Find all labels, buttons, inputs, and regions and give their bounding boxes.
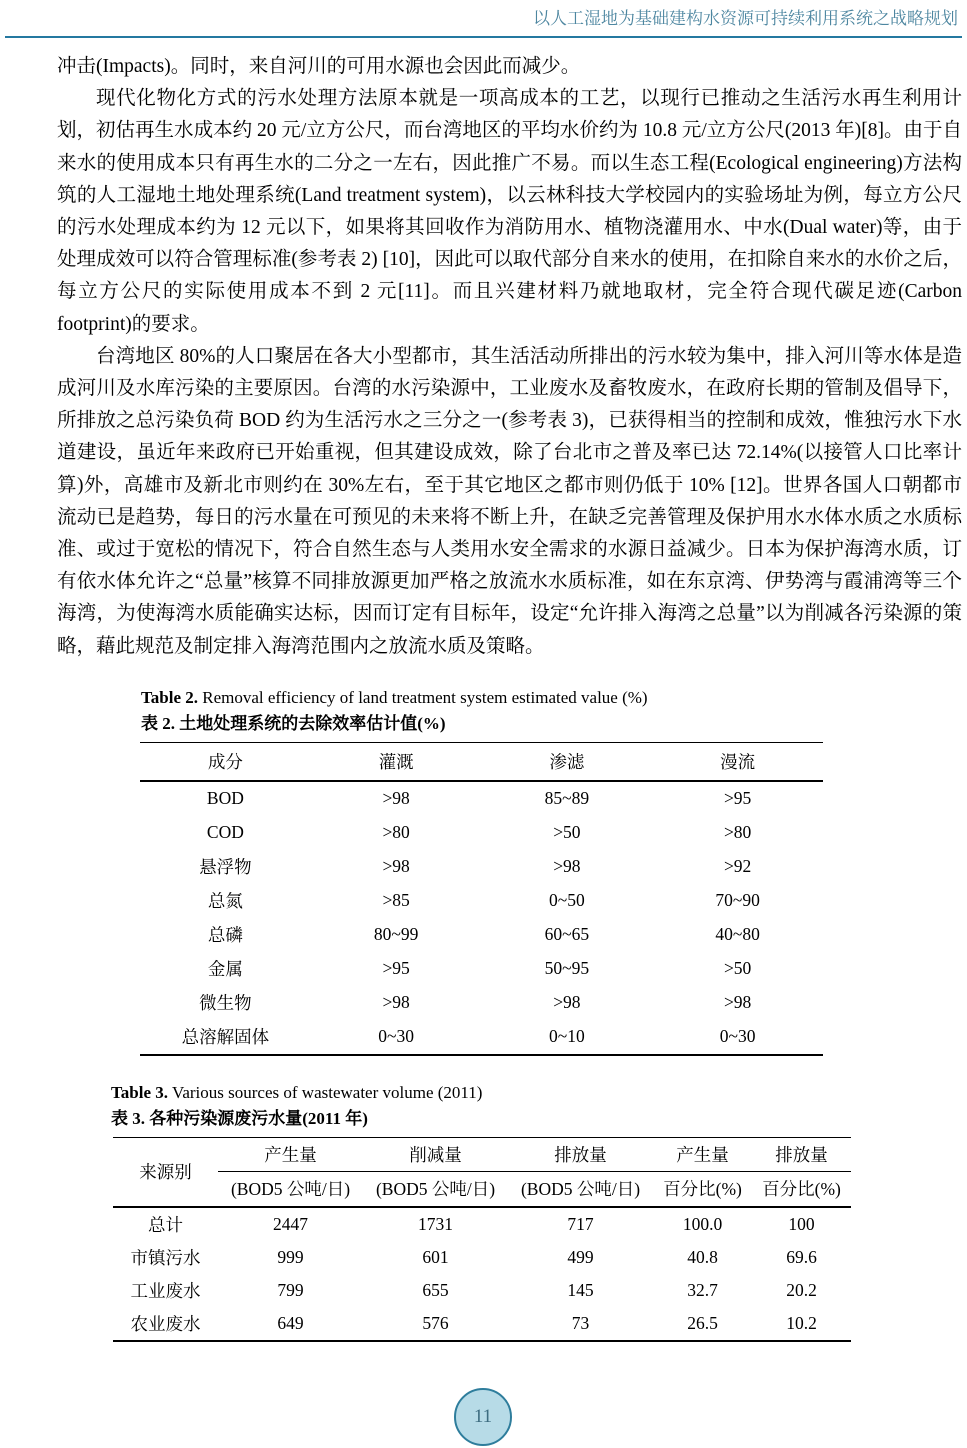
column-header: 渗滤: [482, 742, 653, 781]
table-row: [140, 918, 823, 952]
table-cell: 10.2: [786, 1312, 817, 1333]
table-cell: BOD: [206, 788, 244, 809]
table-cell: 799: [277, 1279, 304, 1300]
table-cell: 50~95: [544, 958, 590, 979]
paragraph: 台湾地区 80%的人口聚居在各大小型都市，其生活活动所排出的污水较为集中，排入河川等水体是造成河川及水库污染的主要原因。台湾的水污染源中，工业废水及畜牧废水，在政府长期的管制及倡导下，所排放之总污染负荷 BOD 约为生活污水之三分之一(参考表 3)，已获得相当的控制和成效，惟独污水下水道建设，虽近年来政府已开始重视，但其建设成效，除了台北市之普及率已达 72.14%(以接管人口比率计算)外，高雄市及新北市则约在 30%左右，至于其它地区之都市则仍低于 10% [12]。世界各国人口朝都市流动已是趋势，每日的污水量在可预见的未来将不断上升，在缺乏完善管理及保护用水水体水质之水质标准、或过于宽松的情况下，符合自然生态与人类用水安全需求的水源日益减少。日本为保护海湾水质，订有依水体允许之“总量”核算不同排放源更加严格之放流水水质标准，如在东京湾、伊势湾与霞浦湾等三个海湾，为使海湾水质能确实达标，因而订定有目标年，设定“允许排入海湾之总量”以为削减各污染源的策略，藉此规范及制定排入海湾范围内之放流水质及策略。: [57, 345, 962, 657]
table-cell: 金属: [207, 959, 243, 980]
table-cell: 717: [567, 1213, 594, 1234]
table-cell: 85~89: [544, 788, 590, 809]
column-subheader: (BOD5 公吨/日): [375, 1179, 496, 1200]
body-text: [57, 51, 962, 663]
table-row: [113, 1137, 851, 1171]
table-cell: 32.7: [687, 1279, 718, 1300]
table-cell: 73: [571, 1312, 590, 1333]
table-cell: 601: [422, 1246, 449, 1267]
table-cell: 576: [422, 1312, 449, 1333]
table-row: [113, 1171, 851, 1207]
paragraph: 现代化物化方式的污水处理方法原本就是一项高成本的工艺，以现行已推动之生活污水再生利用计划，初估再生水成本约 20 元/立方公尺，而台湾地区的平均水价约为 10.8 元/立方公尺(2013 年)[8]。由于自来水的使用成本只有再生水的二分之一左右，因此推广不易。而以生态工程(Ecological engineering)方法构筑的人工湿地土地处理系统(Land treatment system)，以云林科技大学校园内的实验场址为例，每立方公尺的污水处理成本约为 12 元以下，如果将其回收作为消防用水、植物浇灌用水、中水(Dual water)等，由于处理成效可以符合管理标准(参考表 2) [10]，因此可以取代部分自来水的使用，在扣除自来水的水价之后，每立方公尺的实际使用成本不到 2 元[11]。而且兴建材料乃就地取材，完全符合现代碳足迹(Carbon footprint)的要求。: [57, 88, 962, 335]
table-cell: >98: [553, 856, 581, 877]
table-row: [113, 1207, 851, 1241]
table-cell: 悬浮物: [199, 857, 252, 878]
table-cell: 655: [422, 1279, 449, 1300]
table-row: [113, 1274, 851, 1307]
table-cell: 总溶解固体: [181, 1027, 270, 1048]
table2-header: [140, 742, 823, 781]
column-header: 排放量: [752, 1137, 851, 1171]
table-cell: 市镇污水: [130, 1247, 201, 1268]
column-subheader: 百分比(%): [663, 1179, 742, 1200]
table-cell: 60~65: [544, 924, 590, 945]
table3-header: [113, 1137, 851, 1207]
table-row: [113, 1307, 851, 1341]
table-cell: 100: [788, 1213, 815, 1234]
table-cell: 40~80: [715, 924, 760, 945]
table-cell: 999: [277, 1246, 304, 1267]
column-header: 来源别: [139, 1162, 192, 1183]
table3-wastewater-sources: [113, 1137, 851, 1342]
table-cell: 499: [567, 1246, 594, 1267]
table-cell: 1731: [418, 1213, 453, 1234]
table-cell: 0~50: [549, 890, 585, 911]
table-cell: 649: [277, 1312, 304, 1333]
table-cell: 20.2: [786, 1279, 817, 1300]
table-cell: >92: [723, 856, 752, 877]
table-cell: >98: [723, 992, 752, 1013]
column-header: 灌溉: [311, 742, 482, 781]
table3-caption-zh: 表 3. 各种污染源废污水量(2011 年): [111, 1108, 368, 1128]
column-header: 排放量: [508, 1137, 653, 1171]
table-cell: 70~90: [715, 890, 760, 911]
column-header: 削减量: [363, 1137, 508, 1171]
table-row: [140, 742, 823, 781]
table3-caption-en: Table 3. Various sources of wastewater volume (2011): [111, 1082, 483, 1102]
table-row: [113, 1241, 851, 1274]
table-row: [140, 850, 823, 884]
table-cell: >80: [382, 822, 410, 843]
table-cell: >50: [553, 822, 581, 843]
table-row: [140, 884, 823, 918]
table-cell: 100.0: [682, 1213, 723, 1234]
table-row: [140, 816, 823, 850]
table2-removal-efficiency: [140, 742, 823, 1056]
table-cell: 80~99: [373, 924, 419, 945]
column-header: 产生量: [653, 1137, 752, 1171]
table-cell: >98: [382, 856, 410, 877]
table-cell: >98: [553, 992, 581, 1013]
column-header: 成分: [140, 742, 311, 781]
table-cell: 26.5: [687, 1312, 718, 1333]
table-cell: >85: [382, 890, 410, 911]
table-cell: >98: [382, 788, 410, 809]
table-cell: 总磷: [207, 925, 243, 946]
table-row: [140, 1020, 823, 1055]
table-cell: 微生物: [199, 993, 252, 1014]
table-cell: 69.6: [786, 1246, 817, 1267]
running-header: [0, 0, 967, 31]
paragraph: 冲击(Impacts)。同时，来自河川的可用水源也会因此而减少。: [57, 56, 581, 77]
table-cell: >95: [723, 788, 752, 809]
table-cell: >50: [723, 958, 752, 979]
column-subheader: 百分比(%): [762, 1179, 841, 1200]
table-cell: >95: [382, 958, 410, 979]
running-header-title: 以人工湿地为基础建构水资源可持续利用系统之战略规划: [533, 9, 958, 28]
table-cell: 145: [567, 1279, 594, 1300]
table-cell: 40.8: [687, 1246, 718, 1267]
table-cell: COD: [206, 822, 244, 843]
table-cell: 0~30: [378, 1026, 414, 1047]
table-cell: >80: [723, 822, 752, 843]
table2-body: [140, 781, 823, 1055]
column-header: 产生量: [218, 1137, 363, 1171]
table2-caption-zh: 表 2. 土地处理系统的去除效率估计值(%): [141, 713, 446, 733]
column-subheader: (BOD5 公吨/日): [230, 1179, 351, 1200]
column-header: 漫流: [652, 742, 823, 781]
page-number: 11: [473, 1406, 493, 1427]
table-row: [140, 952, 823, 986]
table2-caption-en: Table 2. Removal efficiency of land treatment system estimated value (%): [141, 687, 648, 707]
table2-caption: [141, 685, 967, 737]
page-number-badge: [454, 1388, 512, 1446]
table-row: [140, 781, 823, 816]
column-subheader: (BOD5 公吨/日): [520, 1179, 641, 1200]
table-cell: >98: [382, 992, 410, 1013]
table-cell: 总氮: [207, 891, 243, 912]
header-rule: [5, 36, 962, 38]
table-cell: 总计: [148, 1214, 183, 1235]
table-cell: 0~10: [549, 1026, 585, 1047]
table-cell: 2447: [273, 1213, 308, 1234]
table-cell: 农业废水: [130, 1313, 201, 1334]
table3-body: [113, 1207, 851, 1341]
table-row: [140, 986, 823, 1020]
table-cell: 工业废水: [130, 1280, 201, 1301]
table3-caption: [111, 1080, 967, 1132]
table-cell: 0~30: [719, 1026, 756, 1047]
